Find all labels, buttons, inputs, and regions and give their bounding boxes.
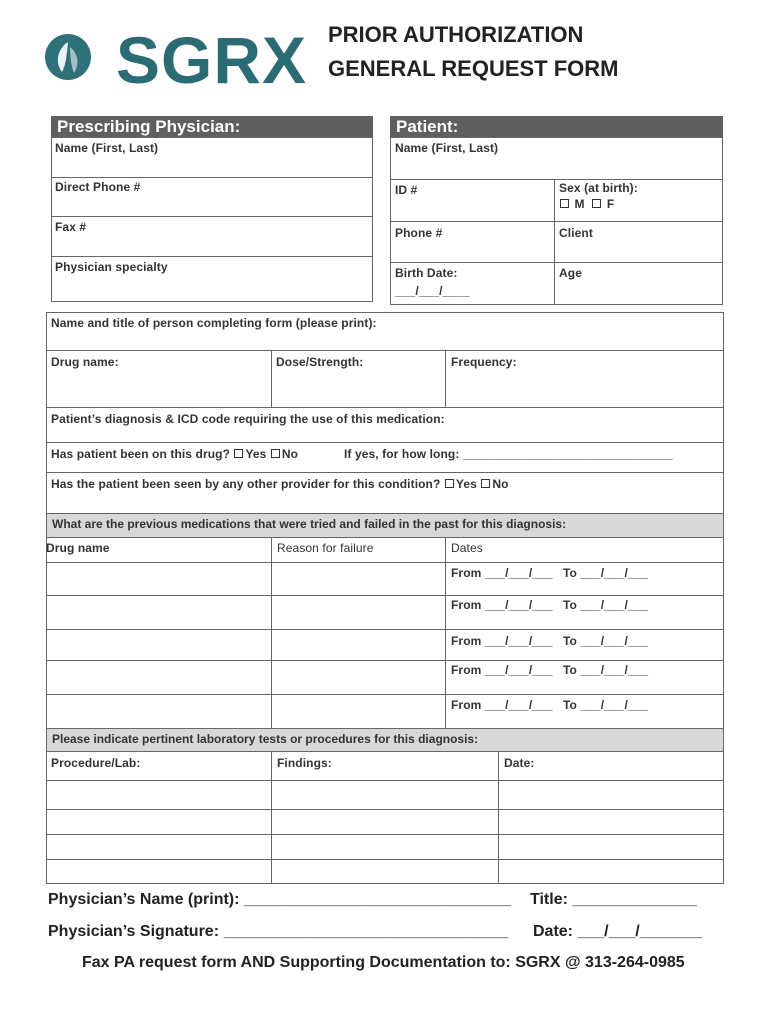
- on-drug-question: [51, 447, 298, 461]
- lab-row-2-proc[interactable]: [46, 809, 272, 835]
- other-provider-no-checkbox[interactable]: [481, 479, 490, 488]
- prev-row-1-from: From ___/___/___: [451, 566, 553, 580]
- prev-col-dates-label: Dates: [451, 541, 483, 555]
- dose-label: Dose/Strength:: [276, 355, 364, 369]
- form-title-line1: PRIOR AUTHORIZATION: [328, 22, 584, 47]
- signature-date-line[interactable]: Date: ___/___/_______: [533, 923, 703, 940]
- physician-name-line[interactable]: Physician’s Name (print): ______________________________: [48, 891, 511, 908]
- prev-row-3-from: From ___/___/___: [451, 634, 553, 648]
- other-provider-yes-label: Yes: [455, 477, 477, 491]
- prev-row-5-from: From ___/___/___: [451, 698, 553, 712]
- drug-name-label: Drug name:: [51, 355, 119, 369]
- prev-row-2-to: To ___/___/___: [563, 598, 649, 612]
- sex-f-label: F: [606, 197, 615, 211]
- lab-row-4-date[interactable]: [498, 859, 724, 884]
- other-provider-question: [51, 477, 509, 491]
- prescriber-specialty-label: Physician specialty: [55, 260, 168, 274]
- prev-col-drug-label: Drug name: [46, 541, 110, 555]
- prescriber-header: Prescribing Physician:: [51, 116, 373, 137]
- prescriber-fax-field[interactable]: [51, 216, 373, 257]
- patient-phone-label: Phone #: [395, 226, 443, 240]
- prev-row-2-reason[interactable]: [271, 595, 446, 630]
- patient-id-label: ID #: [395, 183, 418, 197]
- lab-row-1-findings[interactable]: [271, 780, 499, 810]
- lab-row-1-date[interactable]: [498, 780, 724, 810]
- patient-sex-label: Sex (at birth):: [559, 181, 638, 195]
- prev-row-5-to: To ___/___/___: [563, 698, 649, 712]
- prev-row-4-to: To ___/___/___: [563, 663, 649, 677]
- form-title-line2: GENERAL REQUEST FORM: [328, 56, 619, 81]
- prescriber-phone-label: Direct Phone #: [55, 180, 141, 194]
- sex-m-label: M: [574, 197, 585, 211]
- labs-col-proc-label: Procedure/Lab:: [51, 756, 141, 770]
- prev-col-dates-header: [445, 537, 724, 563]
- patient-age-label: Age: [559, 266, 582, 280]
- prev-row-3-drug[interactable]: [46, 629, 272, 661]
- lab-row-2-date[interactable]: [498, 809, 724, 835]
- labs-col-findings-label: Findings:: [277, 756, 332, 770]
- patient-header: Patient:: [390, 116, 723, 137]
- prev-row-5-drug[interactable]: [46, 694, 272, 729]
- patient-birthdate-blank: ___/___/____: [395, 284, 470, 298]
- completer-label: Name and title of person completing form (please print):: [51, 316, 377, 330]
- prev-col-reason-label: Reason for failure: [277, 541, 374, 555]
- prescriber-name-label: Name (First, Last): [55, 141, 159, 155]
- other-provider-yes-checkbox[interactable]: [445, 479, 454, 488]
- other-provider-question-text: Has the patient been seen by any other provider for this condition?: [51, 477, 441, 491]
- diagnosis-label: Patient’s diagnosis & ICD code requiring the use of this medication:: [51, 412, 445, 426]
- prev-row-2-drug[interactable]: [46, 595, 272, 630]
- prev-row-1-drug[interactable]: [46, 562, 272, 596]
- prev-row-3-to: To ___/___/___: [563, 634, 649, 648]
- brand-wordmark: SGRX: [116, 23, 308, 97]
- patient-birthdate-label: Birth Date:: [395, 266, 458, 280]
- lab-row-4-proc[interactable]: [46, 859, 272, 884]
- prev-row-5-reason[interactable]: [271, 694, 446, 729]
- prev-row-1-to: To ___/___/___: [563, 566, 649, 580]
- prev-row-4-drug[interactable]: [46, 660, 272, 695]
- prev-row-4-reason[interactable]: [271, 660, 446, 695]
- previous-meds-header: What are the previous medications that were tried and failed in the past for this diagnosis:: [46, 513, 724, 538]
- lab-row-3-date[interactable]: [498, 834, 724, 860]
- on-drug-yes-label: Yes: [245, 447, 267, 461]
- lab-row-3-proc[interactable]: [46, 834, 272, 860]
- other-provider-no-label: No: [492, 477, 509, 491]
- sgrx-logo-icon: [44, 33, 92, 81]
- on-drug-no-checkbox[interactable]: [271, 449, 280, 458]
- prescriber-fax-label: Fax #: [55, 220, 87, 234]
- on-drug-how-long: If yes, for how long: _______________________________: [344, 447, 673, 461]
- lab-row-2-findings[interactable]: [271, 809, 499, 835]
- patient-sex-options: [559, 197, 614, 211]
- prev-row-1-reason[interactable]: [271, 562, 446, 596]
- physician-title-line[interactable]: Title: ______________: [530, 891, 697, 908]
- frequency-label: Frequency:: [451, 355, 517, 369]
- lab-row-4-findings[interactable]: [271, 859, 499, 884]
- sex-f-checkbox[interactable]: [592, 199, 601, 208]
- prev-row-2-from: From ___/___/___: [451, 598, 553, 612]
- on-drug-question-text: Has patient been on this drug?: [51, 447, 231, 461]
- on-drug-yes-checkbox[interactable]: [234, 449, 243, 458]
- lab-row-3-findings[interactable]: [271, 834, 499, 860]
- on-drug-no-label: No: [281, 447, 299, 461]
- lab-row-1-proc[interactable]: [46, 780, 272, 810]
- patient-name-label: Name (First, Last): [395, 141, 499, 155]
- prev-row-3-reason[interactable]: [271, 629, 446, 661]
- fax-footer: Fax PA request form AND Supporting Documentation to: SGRX @ 313-264-0985: [82, 954, 685, 971]
- patient-client-label: Client: [559, 226, 593, 240]
- sex-m-checkbox[interactable]: [560, 199, 569, 208]
- labs-col-date-label: Date:: [504, 756, 535, 770]
- prev-row-4-from: From ___/___/___: [451, 663, 553, 677]
- physician-signature-line[interactable]: Physician’s Signature: ________________________________: [48, 923, 509, 940]
- labs-header: Please indicate pertinent laboratory tests or procedures for this diagnosis:: [46, 728, 724, 752]
